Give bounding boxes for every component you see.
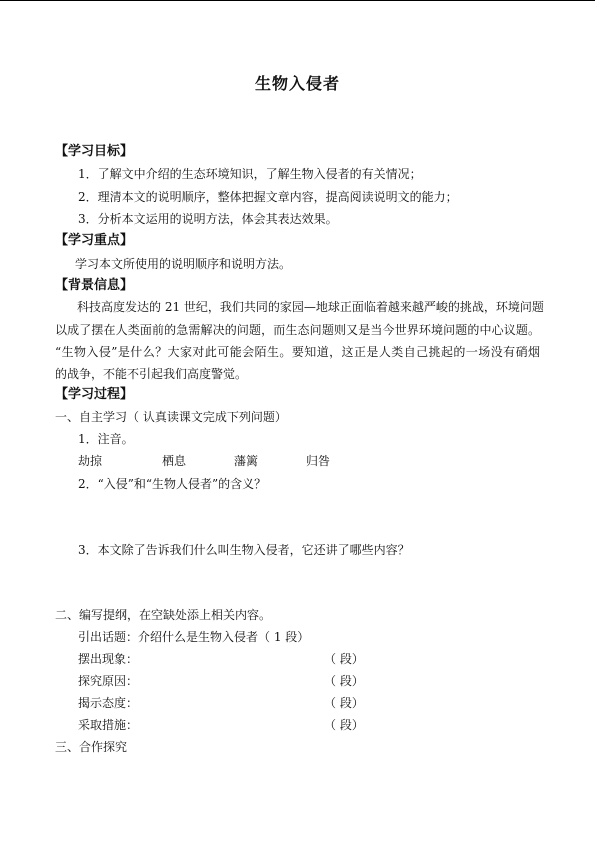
pinyin-word-2: 栖息 bbox=[162, 454, 187, 468]
goal-item-1: 1．了解文中介绍的生态环境知识，了解生物入侵者的有关情况； bbox=[78, 167, 422, 181]
focus-heading: 【学习重点】 bbox=[55, 233, 134, 248]
background-heading: 【背景信息】 bbox=[55, 278, 134, 293]
question-1: 1．注音。 bbox=[78, 432, 134, 446]
outline-row-label: 探究原因： bbox=[78, 674, 139, 688]
goals-heading: 【学习目标】 bbox=[55, 144, 134, 159]
question-3: 3．本文除了告诉我们什么叫生物入侵者，它还讲了哪些内容？ bbox=[78, 543, 410, 557]
outline-row-label: 采取措施： bbox=[78, 718, 139, 732]
outline-intro: 引出话题：介绍什么是生物入侵者（ 1 段） bbox=[78, 630, 310, 644]
focus-text: 学习本文所使用的说明顺序和说明方法。 bbox=[75, 257, 292, 271]
pinyin-word-1: 劫掠 bbox=[78, 454, 103, 468]
background-line-3: “生物入侵”是什么？大家对此可能会陌生。要知道，这正是人类自己挑起的一场没有硝烟 bbox=[55, 345, 540, 359]
background-line-1: 科技高度发达的 21 世纪，我们共同的家园—地球正面临着越来越严峻的挑战，环境问题 bbox=[77, 300, 544, 314]
process-heading: 【学习过程】 bbox=[55, 387, 134, 402]
outline-row-blank: （ 段） bbox=[324, 674, 364, 688]
outline-title: 二、编写提纲，在空缺处添上相关内容。 bbox=[55, 608, 272, 622]
background-line-2: 以成了摆在人类面前的急需解决的问题，而生态问题则又是当今世界环境问题的中心议题。 bbox=[55, 323, 540, 337]
outline-row-label: 摆出现象： bbox=[78, 652, 139, 666]
cooperative-inquiry-title: 三、合作探究 bbox=[55, 740, 128, 754]
outline-row-blank: （ 段） bbox=[324, 696, 364, 710]
background-line-4: 的战争，不能不引起我们高度警觉。 bbox=[55, 367, 248, 381]
question-2: 2．“入侵”和“生物人侵者”的含义？ bbox=[78, 477, 267, 491]
goal-item-2: 2．理清本文的说明顺序，整体把握文章内容，提高阅读说明文的能力； bbox=[78, 190, 458, 204]
outline-row-blank: （ 段） bbox=[324, 652, 364, 666]
pinyin-word-3: 藩篱 bbox=[234, 454, 259, 468]
document-title: 生物入侵者 bbox=[254, 74, 340, 93]
pinyin-word-4: 归咎 bbox=[306, 454, 331, 468]
self-study-title: 一、自主学习（ 认真读课文完成下列问题） bbox=[55, 410, 287, 424]
outline-row-label: 揭示态度： bbox=[78, 696, 139, 710]
goal-item-3: 3．分析本文运用的说明方法，体会其表达效果。 bbox=[78, 212, 338, 226]
outline-row-blank: （ 段） bbox=[324, 718, 364, 732]
